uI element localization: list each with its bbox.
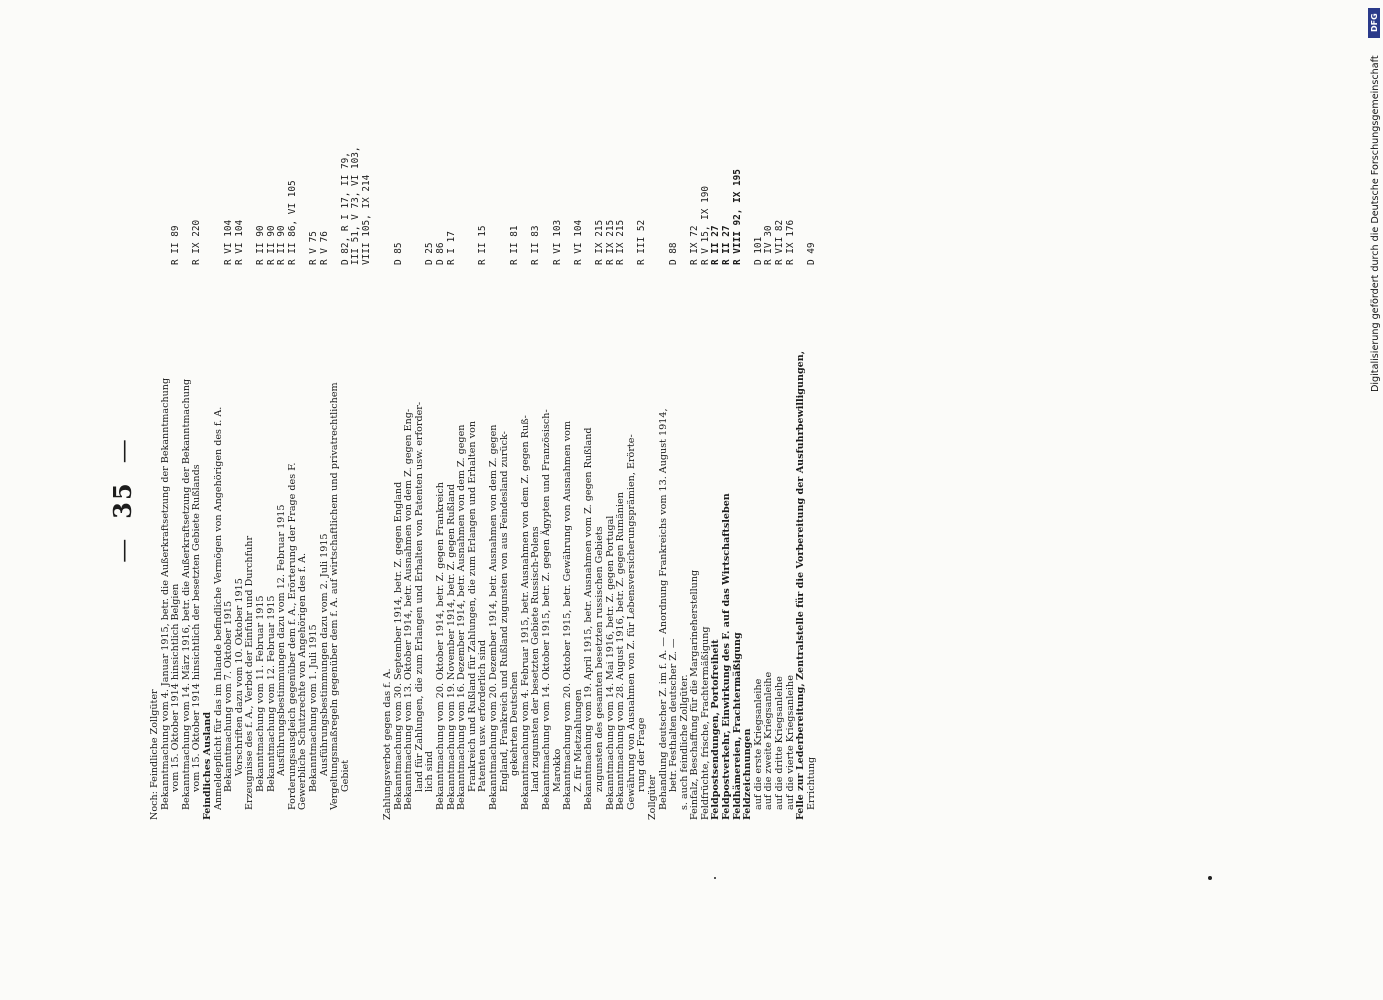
entry-text: Ausführungsbestimmungen dazu vom 2. Juli 1915 — [318, 533, 330, 776]
entry-text: Erzeugnisse des f. A., Verbot der Einfuhr und Durchfuhr — [244, 535, 256, 810]
index-entry — [637, 20, 648, 820]
page-number — [108, 0, 137, 1000]
entry-text: Feldfrüchte, frische, Frachtermäßigung — [699, 626, 711, 820]
index-entry — [648, 20, 659, 820]
entry-reference: R II 90 — [276, 225, 288, 265]
index-entry — [309, 20, 320, 820]
entry-text: land für Zahlungen, die zum Erlangen und Erhalten von Patenten usw. erforder- — [413, 401, 425, 792]
index-entry — [595, 20, 606, 820]
entry-text: Gewährung von Ausnahmen von Z. für Lebensversicherungsprämien, Erörte- — [625, 434, 637, 810]
index-entry — [192, 20, 203, 820]
entry-reference: R IX 72 — [689, 225, 701, 265]
entry-text: Feinfalz, Beschaffung für die Margarineherstellung — [689, 569, 701, 820]
entry-text: s. auch feindliche Zollgüter. — [678, 674, 690, 810]
scan-speck — [1208, 876, 1212, 880]
index-entry — [489, 20, 500, 820]
entry-text: Bekanntmachung vom 13. Oktober 1914, betr. Ausnahmen von dem Z. gegen Eng- — [403, 408, 415, 810]
entry-text: Vorschriften dazu vom 10. Oktober 1915 — [233, 578, 245, 776]
index-entry — [256, 20, 267, 820]
page-number-value: 35 — [108, 481, 137, 519]
page-number-dash-right: — — [109, 437, 137, 464]
entry-reference: R II 90 — [265, 225, 277, 265]
entry-reference: R IV 30 — [763, 225, 775, 265]
entry-reference: R II 81 — [509, 225, 521, 265]
entry-text: Felle zur Lederbereitung, Zentralstelle für die Vorbereitung der Ausfuhrbewilligungen, — [795, 350, 807, 820]
entry-reference: R II 89 — [170, 225, 182, 265]
entry-text: Bekanntmachung vom 30. September 1914, betr. Z. gegen England — [392, 481, 404, 810]
entry-reference: R II 83 — [530, 225, 542, 265]
entry-text: Patenten usw. erforderlich sind — [477, 639, 489, 792]
entry-reference: R II 15 — [477, 225, 489, 265]
entry-text: vom 15. Oktober 1914 hinsichtlich der besetzten Gebiete Rußlands — [191, 464, 203, 792]
entry-text: Anmeldepflicht für das im Inlande befindliche Vermögen von Angehörigen des f. A. — [212, 406, 224, 810]
entry-reference: R IX 176 — [784, 219, 796, 265]
index-entry — [733, 20, 744, 820]
entry-text: Bekanntmachung vom 4. Januar 1915, betr. die Außerkraftsetzung der Bekanntmachung — [159, 377, 171, 810]
entry-text: rung der Frage — [636, 717, 648, 792]
index-entry — [796, 20, 807, 820]
entry-text: Bekanntmachung vom 20. Oktober 1915, betr. Gewährung von Ausnahmen vom — [562, 420, 574, 810]
entry-text: Vergeltungsmaßregeln gegenüber dem f. A. auf wirtschaftlichem und privatrechtlichem — [329, 382, 341, 810]
entry-text: Bekanntmachung vom 7. Oktober 1915 — [223, 600, 235, 792]
entry-text: Bekanntmachung vom 14. Oktober 1915, betr. Z. gegen Ägypten und Französisch- — [540, 409, 552, 810]
entry-text: auf die dritte Kriegsanleihe — [774, 676, 786, 810]
entry-text: auf die zweite Kriegsanleihe — [763, 671, 775, 810]
entry-reference: R IX 220 — [191, 219, 203, 265]
entry-reference: D 85 — [392, 242, 404, 265]
entry-text: Feldhämereien, Frachtermäßigung — [731, 632, 743, 820]
entry-reference: R VI 104 — [233, 219, 245, 265]
entry-text: land zugunsten der besetzten Gebiete Russisch-Polens — [530, 526, 542, 792]
entry-reference: D 82, R I 17, II 79, — [339, 152, 351, 265]
entry-text: lich sind — [424, 750, 436, 792]
entry-text: Bekanntmachung vom 19. November 1914, betr. Z. gegen Rußland — [445, 483, 457, 810]
entry-text: Z. für Mietzahlungen — [572, 689, 584, 792]
entry-reference: R VI 104 — [223, 219, 235, 265]
entry-reference: D 25 — [424, 242, 436, 265]
entry-text: Bekanntmachung vom 28. August 1916, betr. Z. gegen Rumänien — [615, 492, 627, 810]
dfg-logo-text: DFG — [1370, 13, 1379, 32]
entry-text: gekehrten Deutschen — [509, 671, 521, 776]
entry-reference: R II 27 — [721, 225, 733, 265]
entry-text: Bekanntmachung vom 19. April 1915, betr. Ausnahmen vom Z. gegen Rußland — [583, 427, 595, 810]
entry-text: Marokko — [551, 748, 563, 792]
entry-reference: R VI 103 — [551, 219, 563, 265]
dfg-credit-line: Digitalisierung gefördert durch die Deutsche Forschungsgemeinschaft — [1370, 55, 1381, 392]
entry-reference: R IX 215 — [604, 219, 616, 265]
entry-text: Bekanntmachung vom 12. Februar 1915 — [265, 595, 277, 792]
entry-text: Feldpostsendungen, Portofreiheit — [710, 639, 722, 820]
entry-text: Ausführungsbestimmungen dazu vom 12. Februar 1915 — [276, 504, 288, 776]
entry-text: Behandlung deutscher Z. im f. A. — Anordnung Frankreichs vom 13. August 1914, — [657, 408, 669, 810]
index-entry — [330, 20, 341, 820]
entry-text: auf die erste Kriegsanleihe — [752, 678, 764, 810]
entry-text: Zollgüter — [646, 774, 658, 820]
entry-reference: VIII 105, IX 214 — [360, 174, 372, 265]
entry-text: Errichtung — [805, 756, 817, 810]
entry-reference: R V 15, IX 190 — [699, 185, 711, 265]
entry-text: Noch: Feindliche Zollgüter — [149, 689, 160, 820]
entry-text: Bekanntmachung vom 14. März 1916, betr. die Außerkraftsetzung der Bekanntmachung — [180, 378, 192, 810]
scan-speck — [714, 877, 716, 879]
entry-reference: R I 17 — [445, 231, 457, 265]
entry-text: Feldpostverkehr, Einwirkung des F. auf das Wirtschaftsleben — [721, 493, 733, 820]
entry-reference: R VI 104 — [572, 219, 584, 265]
entry-text: Bekanntmachung vom 16. Dezember 1914, betr. Ausnahmen von dem Z. gegen — [456, 424, 468, 810]
entry-text: auf die vierte Kriegsanleihe — [784, 675, 796, 810]
entry-text: betr. Festhalten deutscher Z. — — [668, 638, 680, 792]
entry-reference: D 49 — [805, 242, 817, 265]
entry-text: Bekanntmachung vom 11. Februar 1915 — [254, 595, 266, 792]
entry-reference: R II 27 — [710, 225, 722, 265]
entry-text: Gebiet — [339, 759, 351, 792]
index-entry — [341, 20, 352, 820]
entry-reference: R VIII 92, IX 195 — [731, 169, 743, 265]
index-entry — [150, 20, 161, 820]
entry-reference: R III 52 — [636, 219, 648, 265]
entry-reference: R II 90 — [254, 225, 266, 265]
entry-text: Bekanntmachung vom 20. Dezember 1914, betr. Ausnahmen von dem Z. gegen — [488, 424, 499, 810]
index-entry — [627, 20, 638, 820]
entry-reference: III 51, V 73, VI 103, — [350, 146, 362, 265]
entry-text: Feldzeichnungen — [742, 728, 754, 820]
entry-text: Bekanntmachung vom 20. Oktober 1914, betr. Z. gegen Frankreich — [435, 482, 447, 810]
entry-text: Bekanntmachung vom 1. Juli 1915 — [307, 624, 319, 792]
entry-reference: D 101 — [752, 236, 764, 265]
entry-reference: R II 86, VI 105 — [286, 180, 298, 265]
entry-text: Bekanntmachung vom 4. Februar 1915, betr. Ausnahmen von dem Z. gegen Ruß- — [519, 415, 531, 810]
index-entry — [542, 20, 553, 820]
dfg-logo — [1368, 8, 1380, 38]
index-entry — [415, 20, 426, 820]
entry-text: vom 15. Oktober 1914 hinsichtlich Belgien — [170, 583, 182, 792]
entry-reference: R V 75 — [307, 231, 319, 265]
index-entry — [351, 20, 362, 820]
entry-text: Gewerbliche Schutzrechte von Angehörigen des f. A. — [297, 552, 309, 810]
entry-reference: D 88 — [668, 242, 680, 265]
page-number-dash-left: — — [109, 536, 137, 563]
entry-reference: R IX 215 — [593, 219, 605, 265]
index-entry — [203, 20, 214, 820]
entry-text: Forderungsausgleich gegenüber dem f. A., Erörterung der Frage des F. — [286, 462, 298, 810]
entry-reference: R IX 215 — [615, 219, 627, 265]
entry-reference: D 86 — [435, 242, 447, 265]
index-entry — [362, 20, 373, 820]
entry-text: zugunsten des gesamten besetzten russischen Gebiets — [593, 526, 605, 792]
entry-text: Feindliches Ausland — [201, 711, 213, 820]
index-entries — [150, 20, 817, 820]
entry-reference: R VII 82 — [774, 219, 786, 265]
entry-text: Frankreich und Rußland für Zahlungen, die zum Erlangen und Erhalten von — [466, 420, 478, 792]
entry-text: Bekanntmachung vom 14. Mai 1916, betr. Z. gegen Portugal — [604, 515, 616, 810]
entry-reference: R V 76 — [318, 231, 330, 265]
entry-text: Zahlungsverbot gegen das f. A. — [382, 668, 394, 820]
entry-text: England, Frankreich und Rußland zugunsten von aus Feindesland zurück- — [498, 431, 510, 792]
index-entry — [807, 20, 818, 820]
